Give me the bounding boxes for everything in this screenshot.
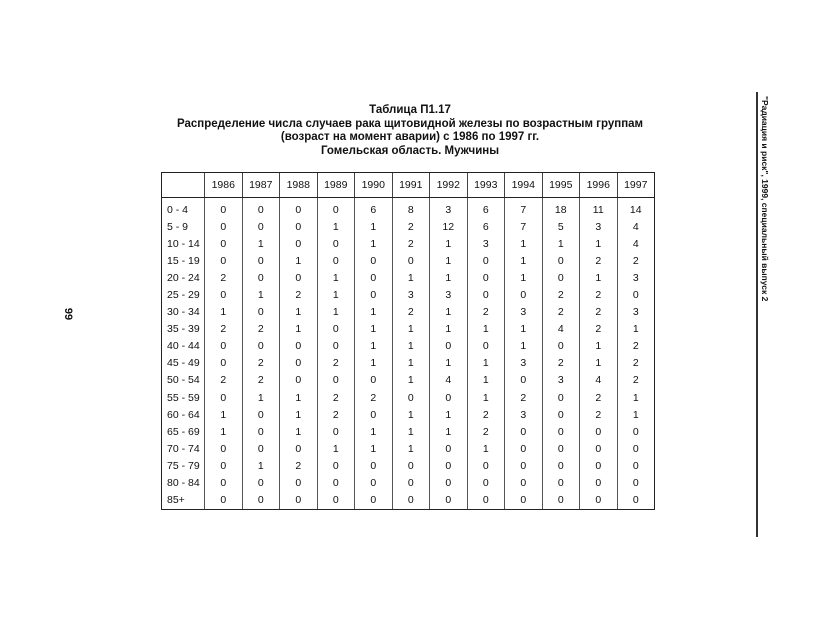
case-count-cell: 1	[617, 406, 655, 423]
case-count-cell: 0	[280, 440, 318, 457]
case-count-cell: 1	[317, 304, 355, 321]
case-count-cell: 0	[280, 372, 318, 389]
case-count-cell: 0	[317, 252, 355, 269]
table-title-block	[160, 104, 660, 158]
case-count-cell: 0	[317, 338, 355, 355]
case-count-cell: 0	[392, 389, 430, 406]
header-corner-cell	[162, 173, 205, 198]
case-count-cell: 0	[467, 252, 505, 269]
case-count-cell: 1	[317, 218, 355, 235]
case-count-cell: 2	[505, 389, 543, 406]
case-count-cell: 2	[542, 304, 580, 321]
case-count-cell: 7	[505, 198, 543, 219]
case-count-cell: 1	[280, 389, 318, 406]
table-row	[162, 235, 655, 252]
case-count-cell: 1	[242, 389, 280, 406]
case-count-cell: 2	[392, 235, 430, 252]
case-count-cell: 1	[242, 235, 280, 252]
case-count-cell: 1	[392, 338, 430, 355]
case-count-cell: 0	[505, 492, 543, 510]
case-count-cell: 0	[542, 406, 580, 423]
case-count-cell: 1	[505, 269, 543, 286]
age-group-label: 75 - 79	[162, 457, 205, 474]
case-count-cell: 1	[392, 355, 430, 372]
case-count-cell: 0	[205, 235, 243, 252]
case-count-cell: 0	[205, 355, 243, 372]
case-count-cell: 0	[392, 492, 430, 510]
case-count-cell: 0	[505, 286, 543, 303]
table-row	[162, 304, 655, 321]
case-count-cell: 1	[430, 423, 468, 440]
case-count-cell: 3	[617, 269, 655, 286]
case-count-cell: 2	[317, 389, 355, 406]
case-count-cell: 0	[280, 475, 318, 492]
case-count-cell: 12	[430, 218, 468, 235]
case-count-cell: 0	[242, 252, 280, 269]
case-count-cell: 0	[317, 198, 355, 219]
case-count-cell: 0	[505, 457, 543, 474]
running-head: "Радиация и риск", 1999, специальный выпуск 2	[760, 96, 770, 302]
case-count-cell: 0	[542, 423, 580, 440]
case-count-cell: 1	[205, 406, 243, 423]
case-count-cell: 0	[242, 440, 280, 457]
case-count-cell: 2	[467, 304, 505, 321]
table-row	[162, 321, 655, 338]
age-group-label: 70 - 74	[162, 440, 205, 457]
year-header-cell: 1991	[392, 173, 430, 198]
case-count-cell: 0	[355, 269, 393, 286]
age-group-label: 25 - 29	[162, 286, 205, 303]
case-count-cell: 1	[467, 321, 505, 338]
case-count-cell: 0	[617, 457, 655, 474]
case-count-cell: 2	[392, 218, 430, 235]
table-caption-region: Гомельская область. Мужчины	[320, 144, 500, 157]
case-count-cell: 1	[430, 235, 468, 252]
case-count-cell: 1	[392, 440, 430, 457]
case-count-cell: 5	[542, 218, 580, 235]
case-count-cell: 2	[617, 355, 655, 372]
case-count-cell: 0	[430, 338, 468, 355]
case-count-cell: 1	[355, 218, 393, 235]
case-count-cell: 1	[355, 304, 393, 321]
year-header-cell: 1989	[317, 173, 355, 198]
case-count-cell: 0	[205, 492, 243, 510]
case-count-cell: 0	[467, 492, 505, 510]
case-count-cell: 2	[317, 406, 355, 423]
case-count-cell: 0	[467, 286, 505, 303]
case-count-cell: 1	[392, 321, 430, 338]
case-count-cell: 0	[280, 218, 318, 235]
case-count-cell: 0	[430, 475, 468, 492]
case-count-cell: 2	[280, 286, 318, 303]
case-count-cell: 0	[392, 475, 430, 492]
case-count-cell: 1	[430, 252, 468, 269]
case-count-cell: 1	[580, 338, 618, 355]
case-count-cell: 0	[580, 475, 618, 492]
case-count-cell: 0	[242, 269, 280, 286]
case-count-cell: 3	[505, 406, 543, 423]
case-count-cell: 0	[280, 355, 318, 372]
table-row	[162, 492, 655, 510]
case-count-cell: 1	[580, 235, 618, 252]
case-count-cell: 1	[355, 338, 393, 355]
case-count-cell: 0	[467, 338, 505, 355]
age-group-label: 10 - 14	[162, 235, 205, 252]
case-count-cell: 1	[392, 406, 430, 423]
case-count-cell: 0	[355, 457, 393, 474]
case-count-cell: 0	[505, 440, 543, 457]
case-count-cell: 2	[580, 406, 618, 423]
age-group-label: 45 - 49	[162, 355, 205, 372]
year-header-cell: 1994	[505, 173, 543, 198]
case-count-cell: 2	[467, 423, 505, 440]
case-count-cell: 0	[542, 492, 580, 510]
age-group-label: 0 - 4	[162, 198, 205, 219]
table-row	[162, 198, 655, 219]
case-count-cell: 0	[617, 440, 655, 457]
case-count-cell: 6	[355, 198, 393, 219]
case-count-cell: 1	[430, 406, 468, 423]
case-count-cell: 0	[242, 304, 280, 321]
case-count-cell: 2	[467, 406, 505, 423]
case-count-cell: 1	[430, 355, 468, 372]
age-group-label: 15 - 19	[162, 252, 205, 269]
table-body	[162, 198, 655, 510]
case-count-cell: 0	[355, 286, 393, 303]
case-count-cell: 1	[467, 355, 505, 372]
case-count-cell: 0	[542, 269, 580, 286]
case-count-cell: 2	[280, 457, 318, 474]
case-count-cell: 2	[205, 321, 243, 338]
year-header-cell: 1997	[617, 173, 655, 198]
table-row	[162, 475, 655, 492]
case-count-cell: 1	[355, 321, 393, 338]
case-count-cell: 0	[205, 389, 243, 406]
case-count-cell: 0	[205, 440, 243, 457]
case-count-cell: 0	[355, 406, 393, 423]
table-caption: Распределение числа случаев рака щитовидной железы по возрастным группам	[176, 117, 644, 130]
case-count-cell: 2	[617, 372, 655, 389]
case-count-cell: 4	[542, 321, 580, 338]
table-row	[162, 355, 655, 372]
case-count-cell: 1	[617, 321, 655, 338]
case-count-cell: 0	[317, 457, 355, 474]
age-group-label: 5 - 9	[162, 218, 205, 235]
case-count-cell: 2	[392, 304, 430, 321]
case-count-cell: 8	[392, 198, 430, 219]
table-caption-period: (возраст на момент аварии) с 1986 по 1997 гг.	[280, 131, 540, 143]
case-count-cell: 3	[542, 372, 580, 389]
case-count-cell: 0	[242, 423, 280, 440]
case-count-cell: 2	[542, 355, 580, 372]
case-count-cell: 0	[505, 372, 543, 389]
case-count-cell: 2	[580, 304, 618, 321]
case-count-cell: 0	[242, 218, 280, 235]
case-count-cell: 1	[580, 355, 618, 372]
table-row	[162, 286, 655, 303]
case-count-cell: 1	[430, 269, 468, 286]
age-group-label: 30 - 34	[162, 304, 205, 321]
case-count-cell: 1	[355, 440, 393, 457]
case-count-cell: 1	[205, 304, 243, 321]
age-group-label: 50 - 54	[162, 372, 205, 389]
age-group-label: 60 - 64	[162, 406, 205, 423]
case-count-cell: 0	[542, 389, 580, 406]
case-count-cell: 1	[392, 269, 430, 286]
age-group-label: 20 - 24	[162, 269, 205, 286]
year-header-cell: 1986	[205, 173, 243, 198]
case-count-cell: 0	[280, 269, 318, 286]
case-count-cell: 1	[242, 457, 280, 474]
year-header-row	[162, 173, 655, 198]
case-count-cell: 4	[430, 372, 468, 389]
case-count-cell: 1	[467, 440, 505, 457]
case-count-cell: 2	[580, 286, 618, 303]
case-count-cell: 4	[617, 218, 655, 235]
case-count-cell: 0	[542, 338, 580, 355]
year-header-cell: 1987	[242, 173, 280, 198]
case-count-cell: 0	[317, 235, 355, 252]
case-count-cell: 1	[280, 406, 318, 423]
case-count-cell: 0	[542, 440, 580, 457]
page-number: 99	[62, 307, 75, 321]
case-count-cell: 1	[317, 269, 355, 286]
year-header-cell: 1996	[580, 173, 618, 198]
case-count-cell: 0	[542, 475, 580, 492]
year-header-cell: 1993	[467, 173, 505, 198]
case-count-cell: 0	[392, 457, 430, 474]
case-count-cell: 14	[617, 198, 655, 219]
case-count-cell: 1	[580, 269, 618, 286]
case-count-cell: 0	[242, 492, 280, 510]
case-count-cell: 1	[392, 372, 430, 389]
table-number: Таблица П1.17	[369, 104, 451, 116]
case-count-cell: 0	[280, 338, 318, 355]
case-count-cell: 1	[430, 304, 468, 321]
case-count-cell: 0	[242, 338, 280, 355]
table-row	[162, 338, 655, 355]
case-count-cell: 0	[430, 440, 468, 457]
case-count-cell: 0	[317, 372, 355, 389]
case-count-cell: 0	[355, 252, 393, 269]
case-count-cell: 0	[467, 475, 505, 492]
case-count-cell: 0	[205, 198, 243, 219]
case-count-cell: 0	[617, 286, 655, 303]
case-count-cell: 7	[505, 218, 543, 235]
case-count-cell: 1	[617, 389, 655, 406]
age-group-label: 40 - 44	[162, 338, 205, 355]
case-count-cell: 0	[205, 338, 243, 355]
case-count-cell: 0	[242, 406, 280, 423]
case-count-cell: 3	[505, 355, 543, 372]
case-count-cell: 0	[355, 372, 393, 389]
year-header-cell: 1988	[280, 173, 318, 198]
table-row	[162, 389, 655, 406]
case-count-cell: 1	[430, 321, 468, 338]
case-count-cell: 0	[205, 218, 243, 235]
case-count-cell: 0	[205, 252, 243, 269]
case-count-cell: 0	[542, 457, 580, 474]
case-count-cell: 0	[580, 423, 618, 440]
case-count-cell: 0	[242, 198, 280, 219]
case-count-cell: 0	[580, 492, 618, 510]
table-row	[162, 372, 655, 389]
case-count-cell: 1	[355, 355, 393, 372]
case-count-cell: 2	[617, 338, 655, 355]
margin-rule	[756, 92, 758, 537]
case-count-cell: 1	[467, 372, 505, 389]
case-count-cell: 1	[392, 423, 430, 440]
case-count-cell: 0	[205, 475, 243, 492]
case-count-cell: 1	[242, 286, 280, 303]
age-group-label: 85+	[162, 492, 205, 510]
case-count-cell: 0	[242, 475, 280, 492]
case-count-cell: 0	[505, 475, 543, 492]
year-header-cell: 1992	[430, 173, 468, 198]
case-count-cell: 1	[205, 423, 243, 440]
case-count-cell: 2	[317, 355, 355, 372]
cancer-cases-table	[161, 172, 655, 510]
case-count-cell: 0	[617, 423, 655, 440]
case-count-cell: 0	[355, 492, 393, 510]
case-count-cell: 2	[617, 252, 655, 269]
case-count-cell: 4	[580, 372, 618, 389]
table-row	[162, 406, 655, 423]
case-count-cell: 0	[317, 321, 355, 338]
case-count-cell: 1	[280, 252, 318, 269]
case-count-cell: 3	[430, 286, 468, 303]
year-header-cell: 1995	[542, 173, 580, 198]
case-count-cell: 3	[617, 304, 655, 321]
case-count-cell: 0	[542, 252, 580, 269]
case-count-cell: 0	[355, 475, 393, 492]
case-count-cell: 0	[580, 457, 618, 474]
table-row	[162, 423, 655, 440]
case-count-cell: 0	[280, 198, 318, 219]
case-count-cell: 11	[580, 198, 618, 219]
case-count-cell: 0	[430, 457, 468, 474]
case-count-cell: 2	[355, 389, 393, 406]
case-count-cell: 6	[467, 218, 505, 235]
case-count-cell: 0	[280, 235, 318, 252]
case-count-cell: 3	[467, 235, 505, 252]
case-count-cell: 1	[505, 321, 543, 338]
case-count-cell: 1	[317, 440, 355, 457]
case-count-cell: 2	[242, 321, 280, 338]
case-count-cell: 3	[430, 198, 468, 219]
case-count-cell: 1	[542, 235, 580, 252]
case-count-cell: 6	[467, 198, 505, 219]
case-count-cell: 3	[580, 218, 618, 235]
age-group-label: 80 - 84	[162, 475, 205, 492]
case-count-cell: 0	[467, 457, 505, 474]
case-count-cell: 2	[580, 321, 618, 338]
case-count-cell: 0	[205, 457, 243, 474]
age-group-label: 65 - 69	[162, 423, 205, 440]
case-count-cell: 4	[617, 235, 655, 252]
table-row	[162, 457, 655, 474]
case-count-cell: 0	[617, 475, 655, 492]
case-count-cell: 1	[355, 235, 393, 252]
case-count-cell: 0	[392, 252, 430, 269]
case-count-cell: 1	[505, 252, 543, 269]
case-count-cell: 2	[242, 355, 280, 372]
case-count-cell: 3	[392, 286, 430, 303]
table-row	[162, 252, 655, 269]
case-count-cell: 0	[467, 269, 505, 286]
case-count-cell: 18	[542, 198, 580, 219]
case-count-cell: 0	[430, 492, 468, 510]
case-count-cell: 0	[317, 475, 355, 492]
case-count-cell: 1	[317, 286, 355, 303]
case-count-cell: 0	[617, 492, 655, 510]
case-count-cell: 1	[505, 338, 543, 355]
case-count-cell: 1	[467, 389, 505, 406]
case-count-cell: 2	[580, 252, 618, 269]
year-header-cell: 1990	[355, 173, 393, 198]
case-count-cell: 0	[205, 286, 243, 303]
age-group-label: 35 - 39	[162, 321, 205, 338]
case-count-cell: 0	[580, 440, 618, 457]
table-row	[162, 440, 655, 457]
case-count-cell: 2	[542, 286, 580, 303]
case-count-cell: 0	[317, 423, 355, 440]
case-count-cell: 2	[205, 372, 243, 389]
case-count-cell: 0	[430, 389, 468, 406]
case-count-cell: 0	[317, 492, 355, 510]
case-count-cell: 1	[280, 321, 318, 338]
case-count-cell: 2	[580, 389, 618, 406]
age-group-label: 55 - 59	[162, 389, 205, 406]
case-count-cell: 2	[242, 372, 280, 389]
case-count-cell: 0	[505, 423, 543, 440]
case-count-cell: 2	[205, 269, 243, 286]
case-count-cell: 1	[355, 423, 393, 440]
table-row	[162, 269, 655, 286]
case-count-cell: 1	[280, 304, 318, 321]
case-count-cell: 1	[280, 423, 318, 440]
table-row	[162, 218, 655, 235]
case-count-cell: 1	[505, 235, 543, 252]
case-count-cell: 3	[505, 304, 543, 321]
case-count-cell: 0	[280, 492, 318, 510]
